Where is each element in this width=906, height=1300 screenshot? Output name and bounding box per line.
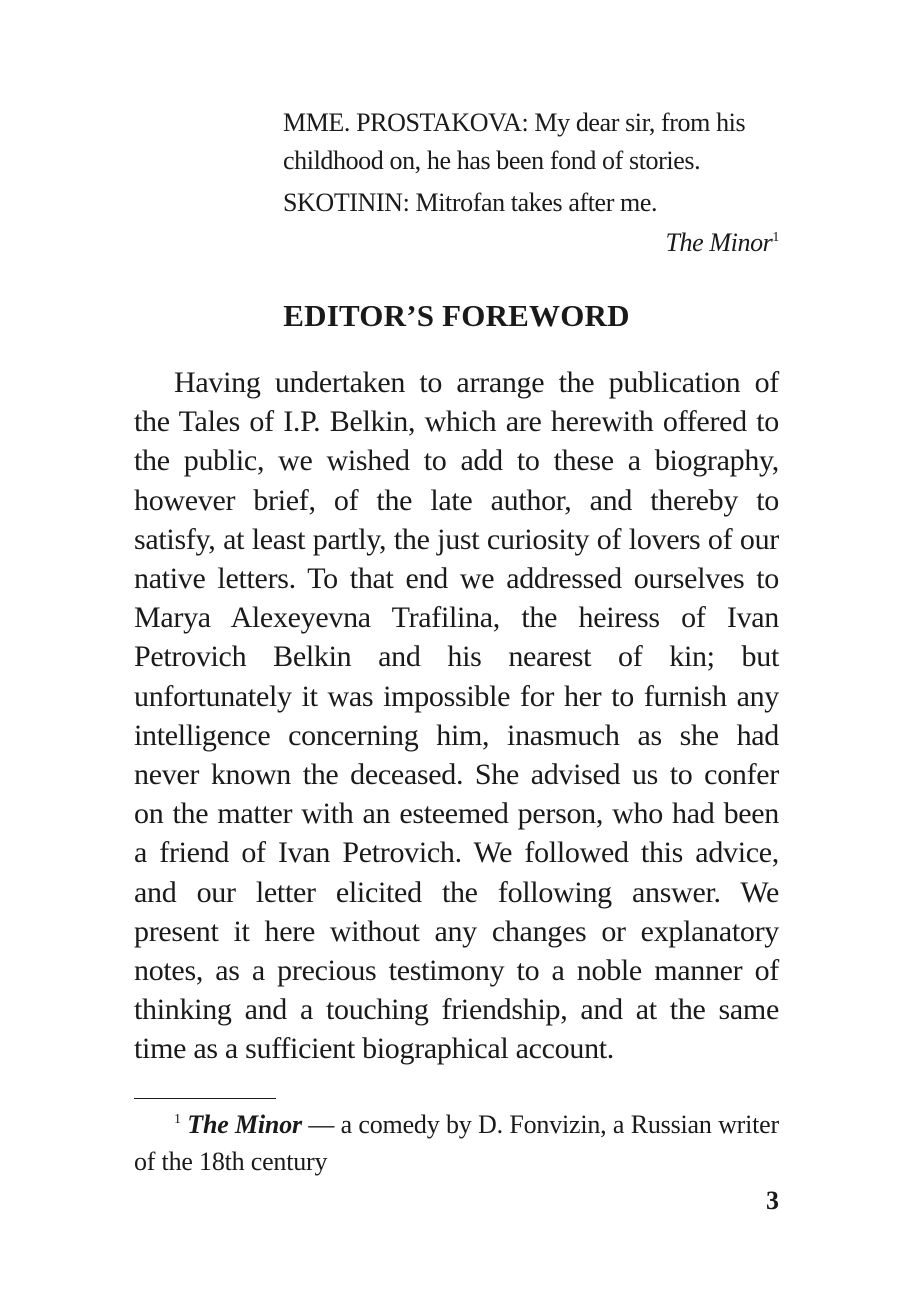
footnote-divider: [134, 1098, 276, 1099]
epigraph-source: [283, 224, 779, 262]
footnote: [134, 1106, 779, 1180]
footnote-marker: 1: [174, 1112, 181, 1127]
page-number: 3: [766, 1186, 779, 1215]
foreword-paragraph: Having undertaken to arrange the publication of the Tales of I.P. Belkin, which are herewith offered to the public, we wished to add to these a biography, however brief, of the late author, and thereby to satisfy, at least partly, the just curiosity of lovers of our native letters. To that end we addressed ourselves to Marya Alexeyevna Trafilina, the heiress of Ivan Petrovich Belkin and his nearest of kin; but unfortunately it was impossible for her to furnish any intelligence concerning him, inasmuch as she had never known the deceased. She advised us to confer on the matter with an esteemed person, who had been a friend of Ivan Petrovich. We followed this advice, and our letter elicited the following answer. We present it here without any changes or explanatory notes, as a precious testimony to a noble manner of thinking and a touching friendship, and at the same time as a sufficient biographical account.: [134, 366, 779, 1066]
footnote-title: The Minor: [187, 1110, 302, 1139]
epigraph: [283, 104, 783, 262]
epigraph-source-title: The Minor: [665, 228, 773, 257]
footnote-text: — a comedy by D. Fonvizin, a Russian writer of the 18th century: [134, 1110, 779, 1176]
page-title: EDITOR’S FOREWORD: [283, 298, 630, 333]
epigraph-line-prostakova: MME. PROSTAKOVA: My dear sir, from his childhood on, he has been fond of stories.: [283, 108, 746, 175]
epigraph-line-skotinin: SKOTININ: Mitrofan takes after me.: [283, 188, 658, 217]
footnote-reference[interactable]: 1: [772, 230, 779, 245]
